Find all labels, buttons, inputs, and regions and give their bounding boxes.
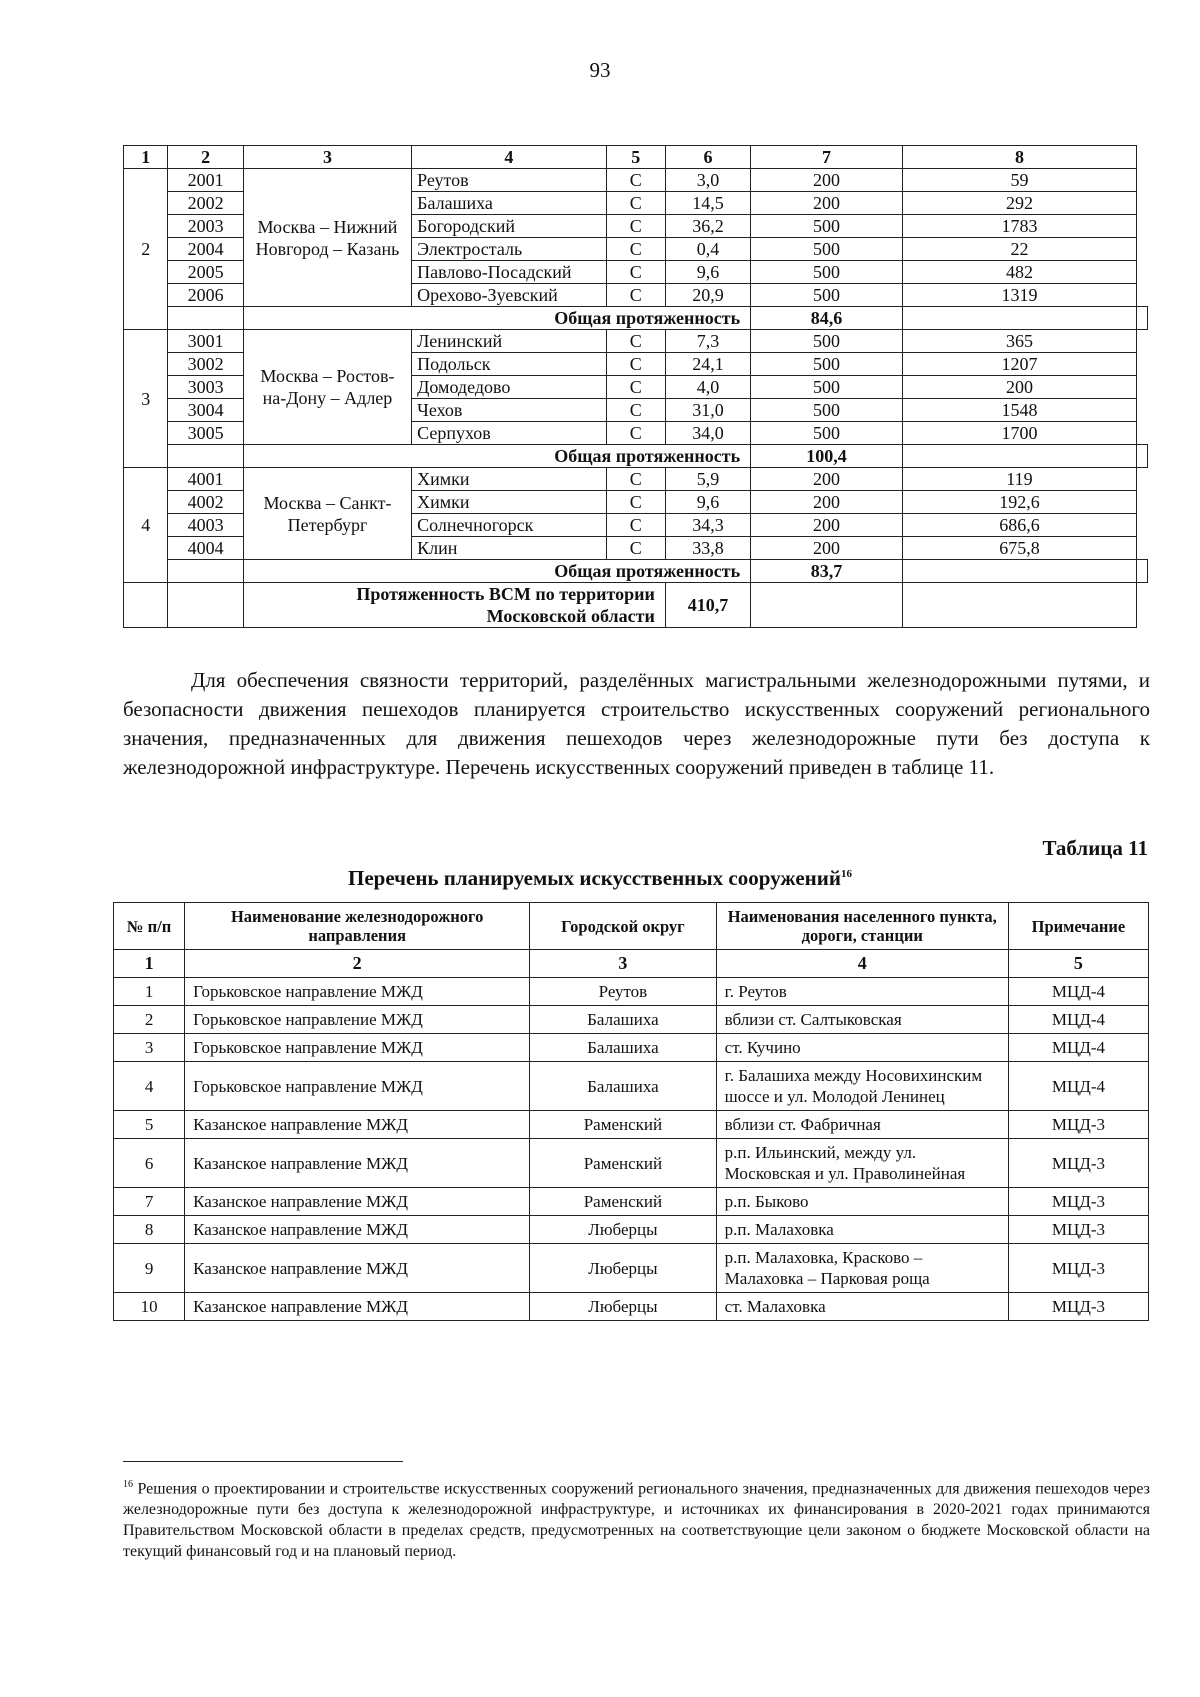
segment-type: С [606,491,665,514]
row-number: 7 [114,1188,185,1216]
station-name: Домодедово [412,376,607,399]
place-cell: ст. Кучино [716,1034,1008,1062]
station-name: Орехово-Зуевский [412,284,607,307]
segment-type: С [606,353,665,376]
group-total-row [124,560,1148,583]
total-label: Общая протяженность [243,445,750,468]
column-number: 5 [1008,950,1148,978]
segment-length: 0,4 [665,238,750,261]
table-row [114,1216,1149,1244]
row-number: 8 [114,1216,185,1244]
table-label: Таблица 11 [1042,836,1148,860]
empty-cell [1137,445,1148,468]
segment-code: 4004 [168,537,243,560]
page-number: 93 [589,58,611,82]
station-name: Химки [412,468,607,491]
route-name: Москва – Нижний Новгород – Казань [243,169,411,307]
district-cell: Балашиха [530,1006,717,1034]
group-number: 2 [124,169,168,330]
grand-total-row [124,583,1148,628]
segment-type: С [606,169,665,192]
row-number: 5 [114,1111,185,1139]
table-row [114,1111,1149,1139]
segment-width: 500 [751,238,903,261]
empty-cell [902,445,1136,468]
place-cell: г. Балашиха между Носовихинским шоссе и ул. Молодой Ленинец [716,1062,1008,1111]
segment-type: С [606,376,665,399]
row-number: 10 [114,1293,185,1321]
segment-value: 192,6 [902,491,1136,514]
column-number: 5 [606,146,665,169]
column-number: 1 [114,950,185,978]
district-cell: Балашиха [530,1062,717,1111]
total-label: Общая протяженность [243,560,750,583]
table-row [114,1188,1149,1216]
table-row [114,1139,1149,1188]
table-row [114,1244,1149,1293]
total-label: Общая протяженность [243,307,750,330]
direction-cell: Горьковское направление МЖД [185,1006,530,1034]
note-cell: МЦД-3 [1008,1244,1148,1293]
empty-cell [902,583,1136,628]
place-cell: р.п. Быково [716,1188,1008,1216]
group-number: 4 [124,468,168,583]
segment-value: 292 [902,192,1136,215]
segment-width: 200 [751,514,903,537]
district-cell: Раменский [530,1188,717,1216]
railway-segments-table [123,145,1148,628]
body-paragraph [123,666,1150,782]
segment-length: 4,0 [665,376,750,399]
empty-cell [168,560,243,583]
segment-value: 119 [902,468,1136,491]
row-number: 4 [114,1062,185,1111]
note-cell: МЦД-3 [1008,1111,1148,1139]
table-title-text: Перечень планируемых искусственных сооружений [348,866,841,890]
segment-row [124,330,1148,353]
segment-code: 3001 [168,330,243,353]
note-cell: МЦД-4 [1008,1034,1148,1062]
segment-length: 34,3 [665,514,750,537]
direction-cell: Казанское направление МЖД [185,1139,530,1188]
station-name: Солнечногорск [412,514,607,537]
row-number: 9 [114,1244,185,1293]
note-cell: МЦД-3 [1008,1293,1148,1321]
segment-length: 9,6 [665,491,750,514]
district-cell: Люберцы [530,1244,717,1293]
segment-width: 500 [751,215,903,238]
grand-total-label [243,583,665,628]
direction-cell: Казанское направление МЖД [185,1293,530,1321]
segment-code: 4001 [168,468,243,491]
segment-value: 200 [902,376,1136,399]
header-note: Примечание [1008,903,1148,950]
route-name: Москва – Ростов-на-Дону – Адлер [243,330,411,445]
segment-code: 2003 [168,215,243,238]
column-number: 2 [185,950,530,978]
segment-code: 3005 [168,422,243,445]
note-cell: МЦД-3 [1008,1188,1148,1216]
segment-type: С [606,399,665,422]
segment-value: 1700 [902,422,1136,445]
route-name: Москва – Санкт-Петербург [243,468,411,560]
segment-type: С [606,330,665,353]
segment-length: 5,9 [665,468,750,491]
segment-row [124,169,1148,192]
segment-type: С [606,192,665,215]
segment-type: С [606,468,665,491]
segment-width: 200 [751,192,903,215]
column-number: 1 [124,146,168,169]
segment-length: 3,0 [665,169,750,192]
segment-width: 200 [751,491,903,514]
segment-value: 365 [902,330,1136,353]
segment-type: С [606,422,665,445]
grand-total-value: 410,7 [665,583,750,628]
segment-width: 500 [751,422,903,445]
segment-value: 22 [902,238,1136,261]
segment-code: 2004 [168,238,243,261]
segment-type: С [606,537,665,560]
column-number: 4 [412,146,607,169]
district-cell: Раменский [530,1139,717,1188]
segment-length: 9,6 [665,261,750,284]
place-cell: г. Реутов [716,978,1008,1006]
group-number: 3 [124,330,168,468]
segment-code: 2005 [168,261,243,284]
empty-cell [168,307,243,330]
empty-cell [1137,307,1148,330]
segment-width: 500 [751,376,903,399]
table-row [114,1034,1149,1062]
segment-width: 200 [751,537,903,560]
header-direction: Наименование железнодорожного направления [185,903,530,950]
row-number: 1 [114,978,185,1006]
table-row [114,978,1149,1006]
segment-value: 59 [902,169,1136,192]
direction-cell: Горьковское направление МЖД [185,1062,530,1111]
column-number: 7 [751,146,903,169]
table-row [114,1062,1149,1111]
segment-value: 686,6 [902,514,1136,537]
segment-code: 3003 [168,376,243,399]
segment-length: 20,9 [665,284,750,307]
segment-length: 36,2 [665,215,750,238]
group-total-row [124,445,1148,468]
footnote [123,1474,1150,1562]
segment-type: С [606,261,665,284]
segment-value: 1207 [902,353,1136,376]
header-number: № п/п [114,903,185,950]
structures-table [113,902,1149,1321]
header-district: Городской округ [530,903,717,950]
segment-width: 500 [751,284,903,307]
place-cell: р.п. Малаховка [716,1216,1008,1244]
station-name: Подольск [412,353,607,376]
empty-cell [1137,560,1148,583]
segment-value: 1548 [902,399,1136,422]
segment-code: 2001 [168,169,243,192]
empty-cell [124,583,168,628]
direction-cell: Казанское направление МЖД [185,1244,530,1293]
grand-total-label-line: Московской области [486,606,655,626]
segment-code: 2006 [168,284,243,307]
row-number: 6 [114,1139,185,1188]
footnote-ref: 16 [840,868,852,880]
place-cell: вблизи ст. Фабричная [716,1111,1008,1139]
row-number: 2 [114,1006,185,1034]
footnote-text: Решения о проектировании и строительстве искусственных сооружений регионального значения, предназначенных для движения пешеходов через железнодорожные пути без доступа к железнодорожной инфраструктуре, и источниках их финансирования в 2020-2021 годах принимаются Правительством Московской области в пределах средств, предусмотренных на соответствующие цели законом о бюджете Московской области на текущий финансовый год и на плановый период. [123,1480,1151,1561]
note-cell: МЦД-4 [1008,1062,1148,1111]
segment-width: 500 [751,261,903,284]
segment-width: 500 [751,330,903,353]
empty-cell [168,583,243,628]
column-number: 3 [243,146,411,169]
empty-cell [902,560,1136,583]
segment-row [124,468,1148,491]
station-name: Электросталь [412,238,607,261]
segment-value: 1783 [902,215,1136,238]
segment-length: 33,8 [665,537,750,560]
column-number: 3 [530,950,717,978]
note-cell: МЦД-3 [1008,1216,1148,1244]
note-cell: МЦД-4 [1008,978,1148,1006]
district-cell: Балашиха [530,1034,717,1062]
segment-length: 24,1 [665,353,750,376]
station-name: Павлово-Посадский [412,261,607,284]
segment-width: 500 [751,353,903,376]
station-name: Балашиха [412,192,607,215]
segment-length: 34,0 [665,422,750,445]
segment-length: 14,5 [665,192,750,215]
grand-total-label-line: Протяженность ВСМ по территории [356,584,655,604]
segment-code: 2002 [168,192,243,215]
segment-code: 4003 [168,514,243,537]
segment-type: С [606,215,665,238]
segment-code: 3002 [168,353,243,376]
total-value: 100,4 [751,445,903,468]
total-value: 84,6 [751,307,903,330]
station-name: Богородский [412,215,607,238]
segment-width: 500 [751,399,903,422]
table-row [114,1006,1149,1034]
paragraph-text: Для обеспечения связности территорий, разделённых магистральными железнодорожными путями, и безопасности движения пешеходов планируется строительство искусственных сооружений регионального значения, предназначенных для движения пешеходов через железнодорожные пути без доступа к железнодорожной инфраструктуре. Перечень искусственных сооружений приведен в таблице 11. [123,668,1150,779]
district-cell: Люберцы [530,1293,717,1321]
direction-cell: Горьковское направление МЖД [185,1034,530,1062]
footnote-divider [123,1461,403,1462]
station-name: Ленинский [412,330,607,353]
header-place: Наименования населенного пункта, дороги, станции [716,903,1008,950]
place-cell: р.п. Ильинский, между ул. Московская и ул. Праволинейная [716,1139,1008,1188]
segment-type: С [606,284,665,307]
row-number: 3 [114,1034,185,1062]
segment-value: 1319 [902,284,1136,307]
note-cell: МЦД-4 [1008,1006,1148,1034]
table-row [114,1293,1149,1321]
place-cell: вблизи ст. Салтыковская [716,1006,1008,1034]
empty-cell [751,583,903,628]
segment-value: 482 [902,261,1136,284]
segment-value: 675,8 [902,537,1136,560]
direction-cell: Казанское направление МЖД [185,1216,530,1244]
footnote-mark: 16 [123,1479,133,1490]
column-number-row [114,950,1149,978]
column-number: 6 [665,146,750,169]
segment-code: 4002 [168,491,243,514]
station-name: Химки [412,491,607,514]
segment-length: 7,3 [665,330,750,353]
column-number: 2 [168,146,243,169]
district-cell: Люберцы [530,1216,717,1244]
direction-cell: Казанское направление МЖД [185,1111,530,1139]
total-value: 83,7 [751,560,903,583]
segment-type: С [606,238,665,261]
place-cell: р.п. Малаховка, Красково – Малаховка – Парковая роща [716,1244,1008,1293]
station-name: Реутов [412,169,607,192]
district-cell: Раменский [530,1111,717,1139]
segment-width: 200 [751,468,903,491]
segment-width: 200 [751,169,903,192]
segment-length: 31,0 [665,399,750,422]
segment-code: 3004 [168,399,243,422]
district-cell: Реутов [530,978,717,1006]
segment-type: С [606,514,665,537]
station-name: Чехов [412,399,607,422]
empty-cell [168,445,243,468]
station-name: Клин [412,537,607,560]
direction-cell: Казанское направление МЖД [185,1188,530,1216]
place-cell: ст. Малаховка [716,1293,1008,1321]
column-number-row [124,146,1148,169]
empty-cell [902,307,1136,330]
table-title [0,866,1200,891]
station-name: Серпухов [412,422,607,445]
direction-cell: Горьковское направление МЖД [185,978,530,1006]
group-total-row [124,307,1148,330]
column-number: 8 [902,146,1136,169]
note-cell: МЦД-3 [1008,1139,1148,1188]
column-number: 4 [716,950,1008,978]
